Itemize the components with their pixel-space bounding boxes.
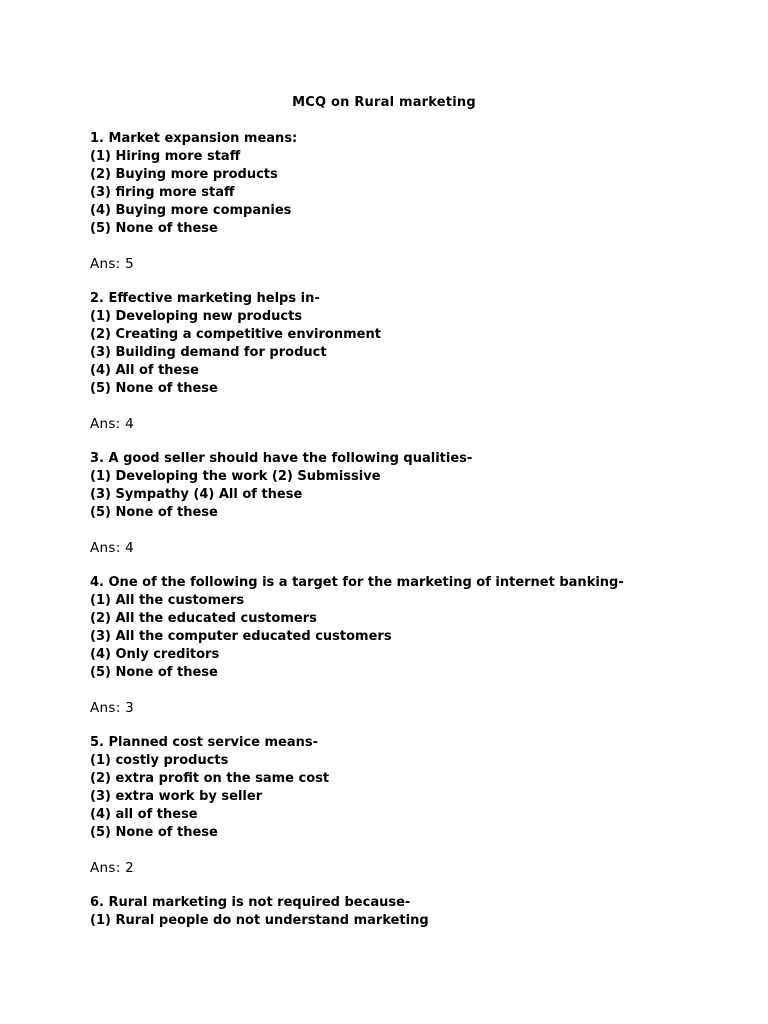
option-item: (4) all of these [90,807,198,822]
option-item: (2) Creating a competitive environment [90,327,381,342]
option-item: (4) Only creditors [90,647,220,662]
option-item: (1) costly products [90,753,229,768]
option-item: (5) None of these [90,665,218,680]
option-item: (4) All of these [90,363,199,378]
option-item: (5) None of these [90,825,218,840]
question-text: 5. Planned cost service means- [90,735,319,750]
question-text: 3. A good seller should have the following qualities- [90,451,473,466]
option-item: (5) None of these [90,221,218,236]
question-3 [90,450,730,557]
option-item: (4) Buying more companies [90,203,292,218]
answer-text: Ans: 5 [90,256,135,272]
option-item: (2) extra profit on the same cost [90,771,330,786]
option-item: (3) Sympathy (4) All of these [90,487,303,502]
option-item: (2) Buying more products [90,167,278,182]
option-item: (3) extra work by seller [90,789,263,804]
answer-text: Ans: 2 [90,860,135,876]
option-item: (5) None of these [90,381,218,396]
question-1 [90,130,730,273]
question-text: 6. Rural marketing is not required because- [90,895,411,910]
answer-text: Ans: 4 [90,416,135,432]
option-item: (1) Rural people do not understand marketing [90,913,429,928]
option-item: (1) All the customers [90,593,245,608]
answer-text: Ans: 4 [90,540,135,556]
question-6 [90,894,730,930]
question-text: 2. Effective marketing helps in- [90,291,320,306]
answer-text: Ans: 3 [90,700,135,716]
option-item: (5) None of these [90,505,218,520]
question-4 [90,574,730,717]
question-2 [90,290,730,433]
page-title: MCQ on Rural marketing [292,95,476,110]
option-item: (3) Building demand for product [90,345,327,360]
option-item: (1) Hiring more staff [90,149,241,164]
question-5 [90,734,730,877]
question-text: 1. Market expansion means: [90,131,298,146]
question-text: 4. One of the following is a target for the marketing of internet banking- [90,575,624,590]
option-item: (3) firing more staff [90,185,235,200]
option-item: (1) Developing the work (2) Submissive [90,469,381,484]
option-item: (2) All the educated customers [90,611,317,626]
option-item: (3) All the computer educated customers [90,629,392,644]
option-item: (1) Developing new products [90,309,303,324]
question-list [90,130,730,930]
